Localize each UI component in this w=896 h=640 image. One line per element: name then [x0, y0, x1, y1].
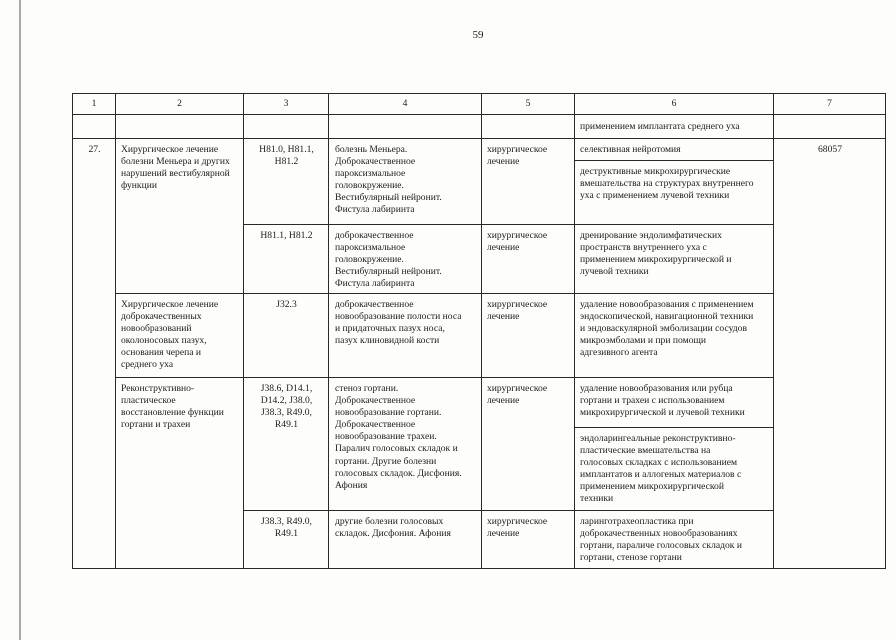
header-cell-6: [574, 93, 774, 115]
empty-cell: [115, 114, 244, 139]
treatment-method-text: деструктивные микрохирургические вмешательства на структурах внутреннего уха с применением лучевой техники: [580, 166, 754, 202]
cell-treatment-type: [481, 224, 575, 294]
header-cell-1: [72, 93, 116, 115]
header-label: 3: [283, 98, 289, 109]
cell-treatment-method: [574, 224, 774, 294]
cell-icd-codes: [243, 377, 329, 511]
treatment-method-text: эндоларингеальные реконструктивно- пластические вмешательства на голосовых складках с использованием имплантатов и аллогеных материалов с применением микрохирургической техники: [580, 433, 742, 505]
treatment-type-text: хирургическое лечение: [487, 144, 548, 168]
header-label: 5: [525, 98, 531, 109]
cell-disease-model: [328, 377, 482, 511]
page-number: 59: [472, 29, 484, 41]
method-name-text: Реконструктивно- пластическое восстановление функции гортани и трахеи: [121, 383, 224, 431]
cell-treatment-type: [481, 293, 575, 378]
header-label: 4: [402, 98, 408, 109]
cell-treatment-method: [574, 377, 774, 428]
treatment-type-text: хирургическое лечение: [487, 383, 548, 407]
disease-model-text: болезнь Меньера. Доброкачественное пароксизмальное головокружение. Вестибулярный нейронит. Фистула лабиринта: [335, 144, 442, 216]
cell-method-name: [115, 293, 244, 378]
treatment-method-text: ларинготрахеопластика при доброкачественных новообразованиях гортани, параличе голосовых складок и гортани, стенозе гортани: [580, 516, 742, 564]
cell-method-name: [115, 138, 244, 294]
header-label: 6: [671, 98, 677, 109]
header-cell-2: [115, 93, 244, 115]
cell-treatment-method: [574, 114, 774, 139]
treatment-type-text: хирургическое лечение: [487, 230, 548, 254]
treatment-type-text: хирургическое лечение: [487, 516, 548, 540]
cell-treatment-method: [574, 160, 774, 225]
cell-treatment-type: [481, 510, 575, 569]
icd-codes-text: J38.3, R49.0, R49.1: [261, 516, 312, 540]
disease-model-text: другие болезни голосовых складок. Дисфония. Афония: [335, 516, 451, 540]
treatment-method-text: удаление новообразования или рубца гортани и трахеи с использованием микрохирургической и лучевой техники: [580, 383, 745, 419]
header-label: 7: [827, 98, 832, 109]
cell-cost: [773, 138, 886, 569]
cell-treatment-method: [574, 427, 774, 511]
cell-treatment-method: [574, 293, 774, 378]
header-cell-3: [243, 93, 329, 115]
treatment-method-text: удаление новообразования с применением эндоскопической, навигационной техники и эндоваскулярной эмболизации сосудов микроэмболами и при помощи адгезивного агента: [580, 299, 754, 359]
disease-model-text: доброкачественное новообразование полости носа и придаточных пазух носа, пазух клиновидной кости: [335, 299, 462, 347]
cost-value: 68057: [818, 144, 842, 155]
treatment-method-text: дренирование эндолимфатических пространств внутреннего уха с применением микрохирургической и лучевой техники: [580, 230, 732, 278]
cell-treatment-method: [574, 138, 774, 161]
cell-disease-model: [328, 293, 482, 378]
cell-treatment-type: [481, 377, 575, 511]
header-cell-7: [773, 93, 886, 115]
cell-treatment-type: [481, 138, 575, 225]
header-label: 1: [91, 98, 97, 109]
icd-codes-text: H81.0, H81.1, H81.2: [259, 144, 314, 168]
empty-cell: [243, 114, 329, 139]
icd-codes-text: J38.6, D14.1, D14.2, J38.0, J38.3, R49.0, R49.1: [260, 383, 313, 431]
empty-cell: [773, 114, 886, 139]
cell-icd-codes: [243, 224, 329, 294]
cell-treatment-method: [574, 510, 774, 569]
header-cell-5: [481, 93, 575, 115]
empty-cell: [328, 114, 482, 139]
method-name-text: Хирургическое лечение болезни Меньера и других нарушений вестибулярной функции: [121, 144, 230, 192]
treatment-method-text: применением имплантата среднего уха: [580, 121, 740, 132]
cell-disease-model: [328, 138, 482, 225]
cell-method-name: [115, 377, 244, 569]
disease-model-text: доброкачественное пароксизмальное головокружение. Вестибулярный нейронит. Фистула лабиринта: [335, 230, 442, 290]
cell-disease-model: [328, 224, 482, 294]
method-name-text: Хирургическое лечение доброкачественных новообразований околоносовых пазух, основания черепа и среднего уха: [121, 299, 219, 371]
cell-entry-number: [72, 138, 116, 569]
header-cell-4: [328, 93, 482, 115]
treatment-type-text: хирургическое лечение: [487, 299, 548, 323]
icd-codes-text: H81.1, H81.2: [260, 230, 313, 241]
empty-cell: [481, 114, 575, 139]
cell-disease-model: [328, 510, 482, 569]
cell-icd-codes: [243, 138, 329, 225]
cell-icd-codes: [243, 510, 329, 569]
disease-model-text: стеноз гортани. Доброкачественное новообразование гортани. Доброкачественное новообразование трахеи. Паралич голосовых складок и гортани. Другие болезни голосовых складок. Дисфония. Афония: [335, 383, 462, 491]
treatment-method-text: селективная нейротомия: [580, 144, 681, 155]
entry-number: 27.: [88, 144, 101, 155]
scan-edge-line: [19, 0, 21, 640]
icd-codes-text: J32.3: [276, 299, 297, 310]
header-label: 2: [177, 98, 182, 109]
empty-cell: [72, 114, 116, 139]
cell-icd-codes: [243, 293, 329, 378]
